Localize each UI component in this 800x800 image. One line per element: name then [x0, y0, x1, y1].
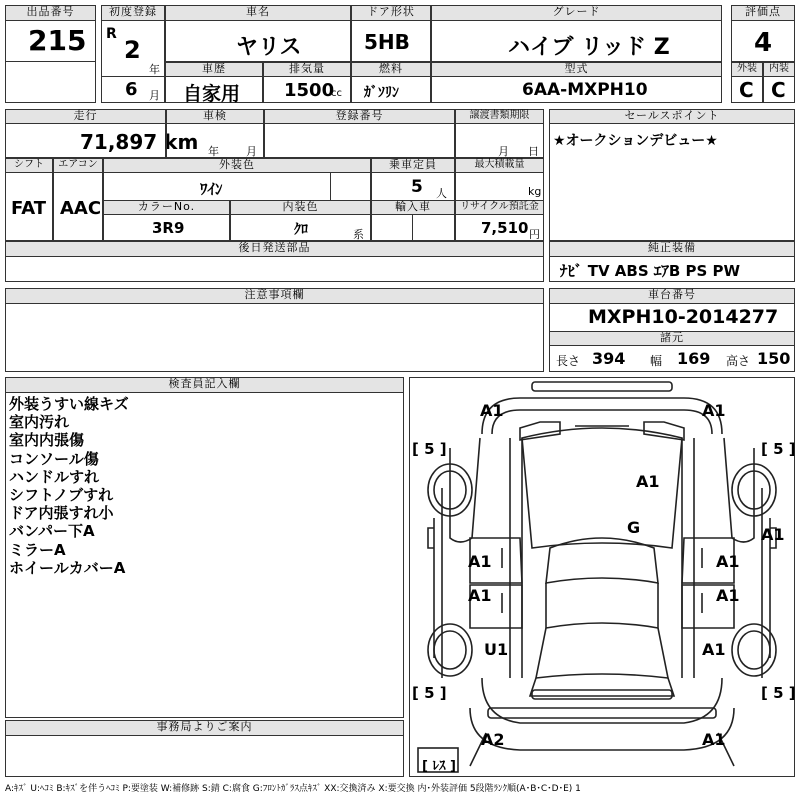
equipment-header: 純正装備 — [549, 241, 795, 257]
height-label: 高さ — [726, 354, 751, 368]
max-load-header: 最大積載量 — [455, 158, 544, 173]
mileage-header: 走行 — [5, 109, 166, 124]
shift-header: シフト — [5, 158, 53, 173]
interior-grade: C — [771, 78, 786, 102]
displacement: 1500 — [284, 80, 335, 101]
int-color: ｸﾛ — [294, 222, 308, 238]
inspector-notes — [9, 395, 129, 577]
mark-hood: A1 — [636, 472, 660, 491]
car-outline — [410, 378, 794, 776]
color-no-header: カラーNo. — [103, 200, 230, 215]
ext-color-header: 外装色 — [103, 158, 371, 173]
transfer-month-unit: 月 — [498, 145, 509, 158]
shift: FAT — [11, 198, 47, 219]
displacement-unit: cc — [331, 88, 342, 99]
history: 自家用 — [183, 83, 241, 105]
inspection-year-unit: 年 — [208, 145, 219, 158]
lot-number: 215 — [28, 24, 87, 57]
recycle: 7,510 — [481, 219, 529, 237]
mark-left-quarter: U1 — [484, 640, 509, 659]
mileage: 71,897 km — [80, 130, 199, 154]
mark-right-quarter: A1 — [702, 640, 726, 659]
int-color-header: 内装色 — [230, 200, 371, 215]
length: 394 — [592, 349, 626, 368]
note-line: ハンドルすれ — [9, 467, 100, 486]
reg-month: 6 — [125, 79, 138, 100]
note-line: ミラーA — [9, 540, 66, 559]
mark-right-fender: A1 — [761, 525, 785, 544]
office-header: 事務局よりご案内 — [5, 720, 404, 736]
inspection-header: 車検 — [166, 109, 264, 124]
note-line: 室内内張傷 — [9, 431, 85, 450]
fuel-header: 燃料 — [351, 62, 431, 77]
reg-year-unit: 年 — [149, 63, 160, 76]
color-no: 3R9 — [152, 219, 185, 237]
grade-header: グレード — [431, 5, 722, 21]
exterior-header: 外装 — [731, 62, 763, 77]
mark-right-rear-door: A1 — [716, 586, 740, 605]
score: 4 — [754, 28, 773, 58]
caution-header: 注意事項欄 — [5, 288, 544, 304]
note-line: 室内汚れ — [9, 413, 70, 432]
tire-fl-tread: [ 5 ] — [412, 440, 447, 458]
max-load-unit: kg — [528, 185, 542, 198]
first-reg-header: 初度登録 — [101, 5, 165, 21]
displacement-header: 排気量 — [263, 62, 351, 77]
ac-header: エアコン — [53, 158, 103, 173]
tire-fr-tread: [ 5 ] — [761, 440, 796, 458]
capacity: 5 — [411, 177, 423, 197]
chassis-header: 車台番号 — [549, 288, 795, 304]
reg-month-unit: 月 — [149, 89, 160, 102]
sales-point: ★オークションデビュー★ — [553, 133, 718, 149]
history-header: 車歴 — [165, 62, 263, 77]
transfer-header: 譲渡書類期限 — [455, 109, 544, 124]
mark-rear-left: A2 — [481, 730, 505, 749]
mark-front-left: A1 — [480, 401, 504, 420]
spare-tire: [ ﾚｽ ] — [422, 759, 456, 774]
mark-front-right: A1 — [702, 401, 726, 420]
note-line: シフトノブすれ — [9, 486, 114, 505]
legend: A:ｷｽﾞ U:ﾍｺﾐ B:ｷｽﾞを伴うﾍｺﾐ P:要塗装 W:補修跡 S:錆 C:腐食 G:ﾌﾛﾝﾄｶﾞﾗｽ点ｷｽﾞ XX:交換済み X:要交換 内･外装評価 5段階ﾗﾝｸ順(A･B･C･D･E) 1 — [5, 784, 581, 794]
mark-windshield: G — [627, 518, 641, 537]
car-name-header: 車名 — [165, 5, 351, 21]
spec-header: 諸元 — [549, 331, 795, 346]
width-label: 幅 — [650, 354, 663, 368]
mark-rear-right: A1 — [702, 730, 726, 749]
grade: ハイブ リッド Z — [508, 35, 670, 60]
fuel: ｶﾞｿﾘﾝ — [364, 85, 399, 101]
ext-color: ﾜｲﾝ — [200, 180, 223, 198]
car-diagram — [409, 377, 795, 777]
mark-left-rear-door: A1 — [468, 586, 492, 605]
recycle-unit: 円 — [529, 228, 540, 241]
inspection-month-unit: 月 — [246, 145, 257, 158]
lot-number-header: 出品番号 — [5, 5, 96, 21]
capacity-header: 乗車定員 — [371, 158, 455, 173]
ac: AAC — [60, 198, 102, 219]
mark-right-front-door: A1 — [716, 552, 740, 571]
note-line: ドア内張すれ小 — [9, 504, 114, 523]
reg-era: R — [106, 26, 117, 42]
door-type: 5HB — [364, 30, 410, 54]
reg-year: 2 — [124, 36, 141, 64]
sales-point-header: セールスポイント — [549, 109, 795, 124]
parts-header: 後日発送部品 — [5, 241, 544, 257]
inspector-header: 検査員記入欄 — [5, 377, 404, 393]
chassis-number: MXPH10-2014277 — [588, 306, 779, 328]
score-header: 評価点 — [731, 5, 795, 21]
equipment: ﾅﾋﾞ TV ABS ｴｱB PS PW — [560, 262, 741, 280]
import-header: 輸入車 — [371, 200, 455, 215]
door-header: ドア形状 — [351, 5, 431, 21]
note-line: ホイールカバーA — [9, 558, 126, 577]
note-line: 外装うすい線キズ — [9, 395, 129, 413]
exterior-grade: C — [739, 78, 754, 102]
tire-rl-tread: [ 5 ] — [412, 684, 447, 702]
interior-header: 内装 — [763, 62, 795, 77]
capacity-unit: 人 — [436, 187, 447, 200]
note-line: コンソール傷 — [9, 449, 99, 468]
length-label: 長さ — [556, 354, 581, 368]
model-header: 型式 — [431, 62, 722, 77]
car-name: ヤリス — [236, 35, 302, 60]
recycle-header: リサイクル預託金 — [455, 200, 544, 215]
transfer-day-unit: 日 — [528, 145, 539, 158]
model-code: 6AA-MXPH10 — [522, 80, 648, 100]
reg-number-header: 登録番号 — [264, 109, 455, 124]
note-line: バンパー下A — [9, 522, 95, 541]
tire-rr-tread: [ 5 ] — [761, 684, 796, 702]
mark-left-front-door: A1 — [468, 552, 492, 571]
int-color-unit: 系 — [353, 228, 364, 241]
width: 169 — [677, 349, 711, 368]
height: 150 — [757, 349, 791, 368]
